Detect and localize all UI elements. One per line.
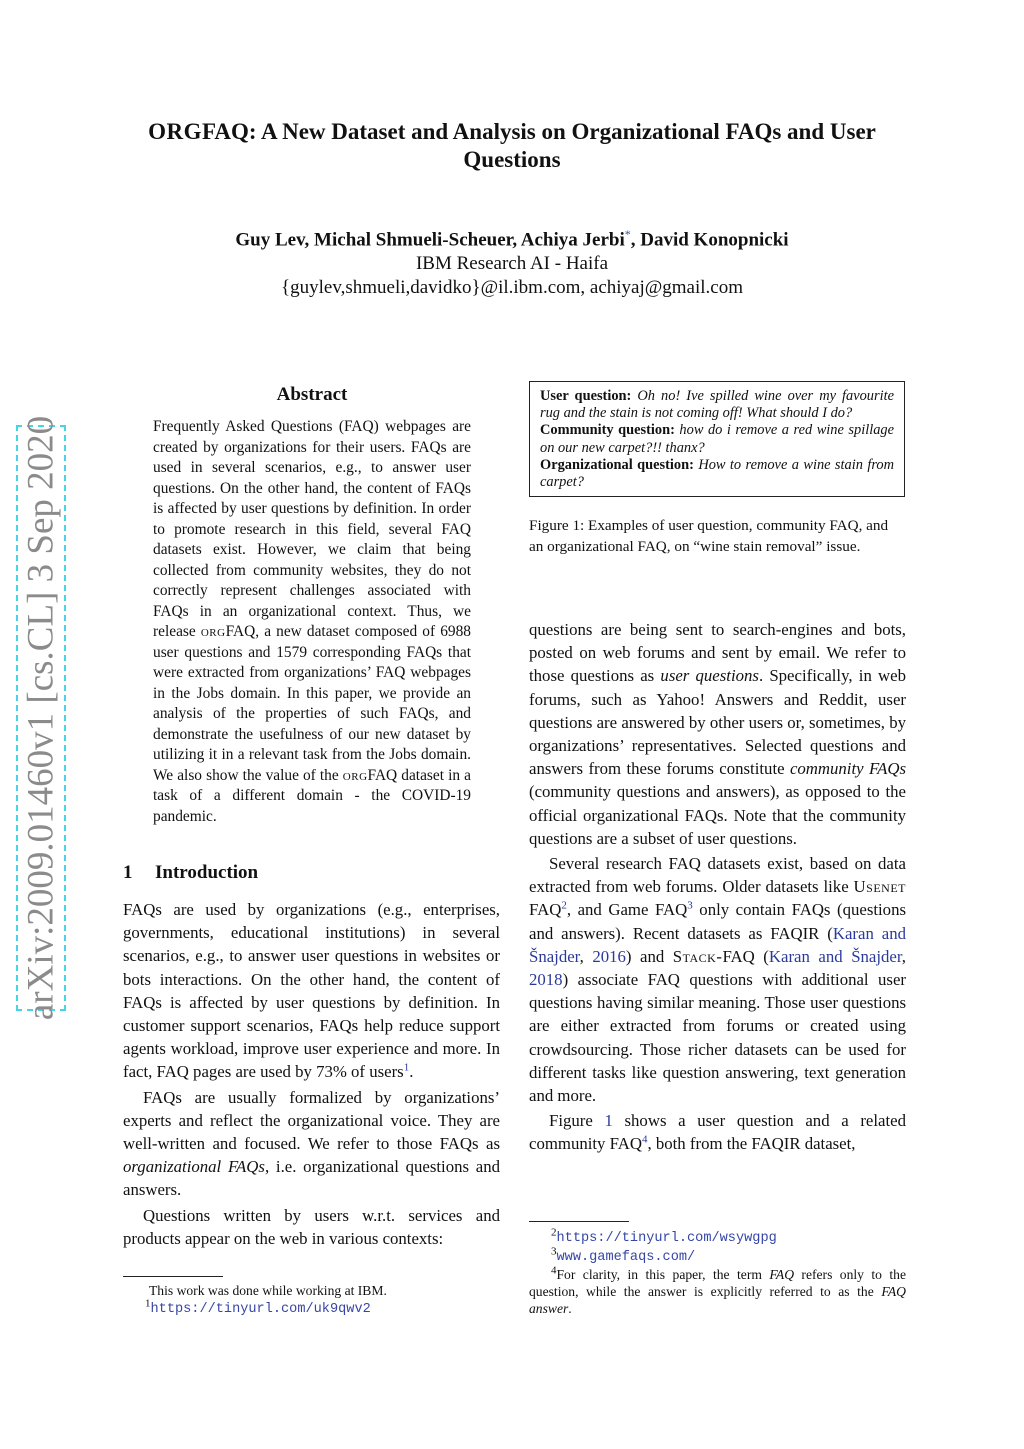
citation-link[interactable]: Karan and Šnajder (768, 946, 902, 966)
paragraph: FAQs are usually formalized by organizations’ experts and reflect the organizational voice. They are well-written and focused. We refer to those FAQs as organizational FAQs, i.e. organizational questions and answers. (123, 1087, 500, 1200)
paragraph: questions are being sent to search-engines and bots, posted on web forums and sent by email. We refer to those questions as user questions. Specifically, in web forums, such as Yahoo! Answers and Reddit, user questions are answered by other users or, sometimes, by organizations’ representatives. Selected questions and answers from these forums constitute community FAQs (community questions and answers), as opposed to the official organizational FAQs. Note that the community questions are a subset of user questions. (529, 620, 907, 848)
paragraph: FAQs are used by organizations (e.g., enterprises, governments, educational institutions) in several scenarios, e.g., to answer user questions in websites or bots interactions. On the other hand, the content of FAQs is affected by user questions by definition. In customer support scenarios, FAQs help reduce support agents workload, improve user experience and more. In fact, FAQ pages are used by 73% of users$^1$. (123, 900, 500, 1082)
footnote-ref-3[interactable]: 3 (687, 899, 693, 912)
citation-link[interactable]: Karan and Šnajder (529, 923, 906, 966)
author-block (110, 222, 914, 300)
paragraph: Figure 1 shows a user question and a related community FAQ$^4$, both from the FAQIR dataset, (529, 1111, 906, 1154)
figure-ref-link[interactable]: 1 (604, 1111, 613, 1131)
figure-1-box: User question: Oh no! Ive spilled wine over my favourite rug and the stain is not coming off! What should I do? Community question: how do i remove a red wine spillage on our new carpet?!! thanx? Organizational question: How to remove a wine stain from carpet? (529, 381, 905, 497)
title-prefix: ORG (148, 119, 203, 144)
left-footnotes (123, 1282, 500, 1318)
title-main: FAQ: A New Dataset and Analysis on Organizational FAQs and User Questions (202, 119, 876, 172)
left-column-body (123, 898, 500, 1250)
affiliation: IBM Research AI - Haifa (415, 253, 609, 275)
footnote-3: $^3$www.gamefaqs.com/ (551, 1245, 696, 1265)
footnote-star: This work was done while working at IBM. (149, 1283, 387, 1298)
footnote-2: $^2$https://tinyurl.com/wsywgpg (551, 1226, 777, 1246)
paper-title (110, 118, 914, 174)
footnote-ref-4[interactable]: 4 (641, 1133, 648, 1146)
affiliation-star[interactable]: * (624, 227, 631, 241)
footnote-rule (529, 1221, 629, 1222)
citation-year-link[interactable]: 2016 (592, 946, 626, 966)
author-names: Guy Lev, Michal Shmueli-Scheuer, Achiya Jerbi*, David Konopnicki (235, 227, 789, 251)
footnote-rule (123, 1276, 223, 1277)
paragraph: Several research FAQ datasets exist, based on data extracted from web forums. Older datasets like Usenet FAQ$^2$, and Game FAQ$^3$ only contain FAQs (questions and answers). Recent datasets as FAQIR (Karan and Šnajder, 2016) and Stack-FAQ (Karan and Šnajder, 2018) associate FAQ questions with additional user questions having similar meaning. Those user questions are either extracted from forums or created using crowdsourcing. Those richer datasets can be used for different tasks like question answering, text generation and more. (529, 854, 906, 1106)
right-column-body (529, 618, 906, 1156)
section-heading-introduction: 1 Introduction (123, 862, 259, 883)
footnote-ref-1[interactable]: 1 (403, 1061, 410, 1074)
paragraph: Questions written by users w.r.t. services and products appear on the web in various contexts: (123, 1205, 500, 1248)
abstract-heading: Abstract (276, 384, 348, 405)
arxiv-stamp-text: arXiv:2009.01460v1 [cs.CL] 3 Sep 2020 (20, 415, 62, 1021)
footnote-2-link[interactable]: https://tinyurl.com/wsywgpg (556, 1231, 777, 1246)
footnote-1: $^1$https://tinyurl.com/uk9qwv2 (145, 1297, 371, 1317)
citation-year-link[interactable]: 2018 (529, 970, 563, 990)
arxiv-stamp[interactable] (16, 415, 66, 1021)
right-footnotes (529, 1228, 906, 1317)
footnote-ref-2[interactable]: 2 (561, 899, 567, 912)
footnote-3-link[interactable]: www.gamefaqs.com/ (556, 1250, 696, 1265)
author-emails: {guylev,shmueli,davidko}@il.ibm.com, achiyaj@gmail.com (280, 277, 743, 299)
footnote-1-link[interactable]: https://tinyurl.com/uk9qwv2 (150, 1302, 371, 1317)
footnote-4: $^4$For clarity, in this paper, the term FAQ refers only to the question, while the answer is explicitly referred to as the FAQ answer. (529, 1264, 906, 1316)
figure-1-caption: Figure 1: Examples of user question, community FAQ, and an organizational FAQ, on “wine stain removal” issue. (529, 517, 889, 555)
abstract-text: Frequently Asked Questions (FAQ) webpages are created by organizations for their users. FAQs are used in several scenarios, e.g., to answer user questions. On the other hand, the content of FAQs is affected by user questions by definition. In order to promote research in this field, several FAQ datasets exist. However, we claim that being collected from community websites, they do not correctly represent challenges associated with FAQs in an organizational context. Thus, we release orgFAQ, a new dataset composed of 6988 user questions and 1579 corresponding FAQs that were extracted from organizations’ FAQ webpages in the Jobs domain. In this paper, we provide an analysis of the properties of such FAQs, and demonstrate the usefulness of our new dataset by utilizing it in a relevant task from the Jobs domain. We also show the value of the orgFAQ dataset in a task of a different domain - the COVID-19 pandemic. (153, 418, 471, 825)
